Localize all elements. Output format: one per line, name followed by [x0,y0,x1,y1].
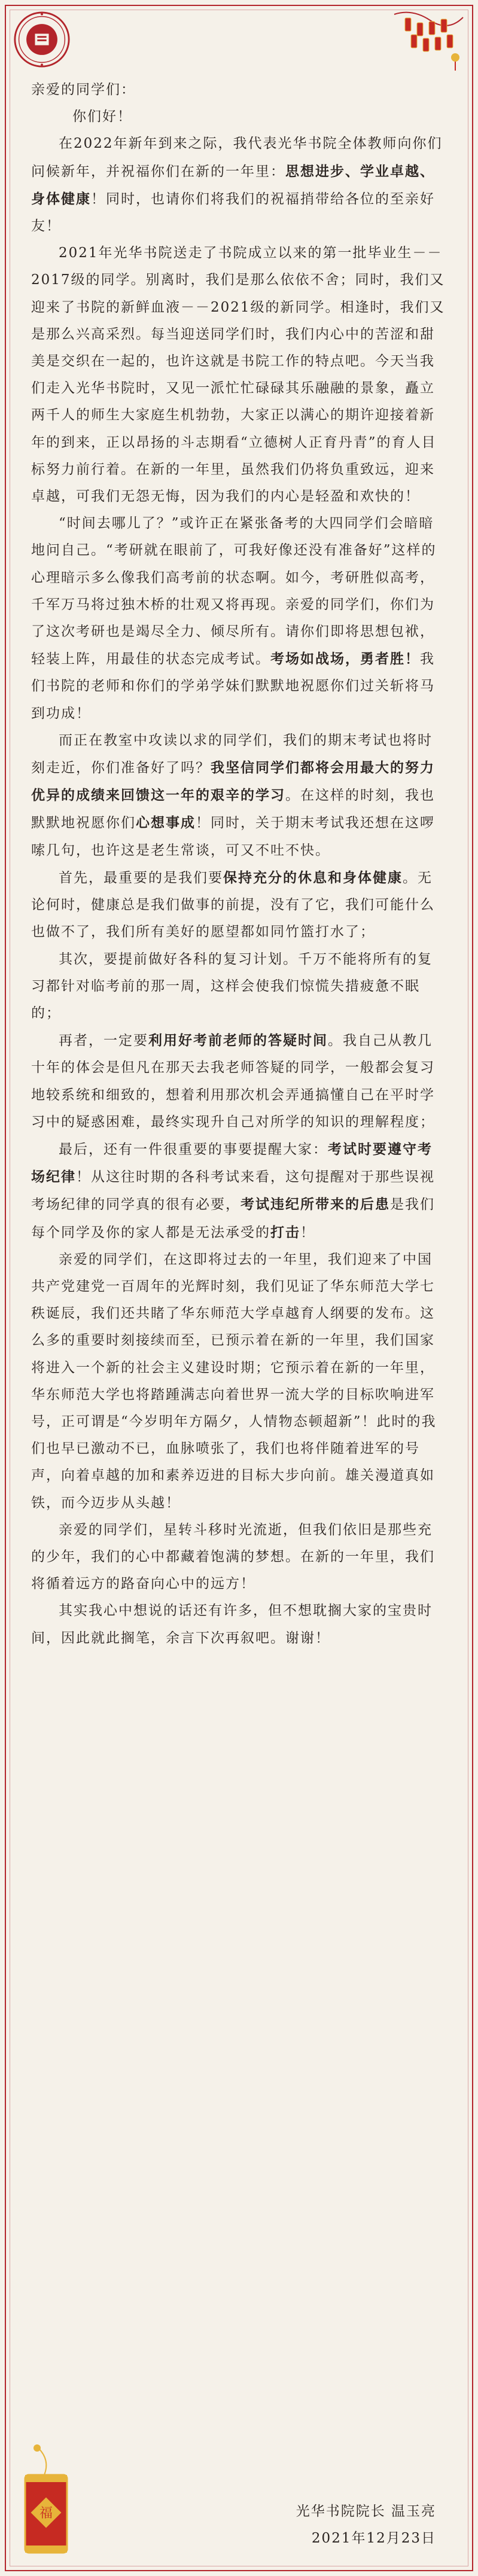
paragraph-text: 。我自己从教几十年的体会是但凡在那天去我老师答疑的同学，一般都会复习地较系统和细致的，想着利用那次机会弄通搞懂自己在平时学习中的疑惑困难，最终实现升自己对所学的知识的理解程度； [31,1033,435,1130]
salutation: 亲爱的同学们： [31,82,136,97]
signature-block [296,2498,436,2552]
paragraph-text: ！从这往时期的各科考试来看，这句提醒对于那些误视考场纪律的同学真的很有必要， [31,1169,435,1213]
letter-body [31,77,447,1652]
paragraph [31,510,447,727]
svg-text:福: 福 [39,2506,53,2521]
paragraph-text: 再者，一定要 [59,1033,148,1049]
paragraph-text: ！同时，也请你们将我们的祝福捎带给各位的至亲好友！ [31,191,435,234]
paragraph-text: 是我们每个同学及你的家人都是无法承受的 [31,1197,435,1240]
emphasis-text: 考场如战场，勇者胜！ [270,651,420,667]
emphasis-text: 我坚信同学们都将会用最大的努力优异的成绩来回馈这一年的艰辛的学习 [31,760,435,804]
paragraph [31,130,447,240]
signature: 光华书院院长 温玉亮 [296,2504,436,2519]
paragraph-text: ！同时，关于期末考试我还想在这啰嗦几句，也许这是老生常谈，可又不吐不快。 [31,815,435,858]
paragraph-text: 最后，还有一件很重要的事要提醒大家： [59,1141,328,1157]
emphasis-text: 打击 [270,1224,300,1240]
paragraph-text: “时间去哪儿了？”或许正在紧张备考的大四同学们会暗暗地问自己。“考研就在眼前了，可我好像还没有准备好”这样的心理暗示多么像我们高考前的状态啊。如今，考研胜似高考，千军万马将过独木桥的壮观又将再现。亲爱的同学们，你们为了这次考研也是竭尽全力、倾尽所有。请你们即将思想包袱，轻装上阵，用最佳的状态完成考试。 [31,516,437,667]
paragraph: 其实我心中想说的话还有许多，但不想耽搁大家的宝贵时间，因此就此搁笔，余言下次再叙吧。谢谢！ [31,1603,433,1646]
paragraph-text: 在2022年新年到来之际，我代表光华书院全体教师向你们问候新年，并祝福你们在新的一年里： [31,136,443,179]
paragraph-text: 。无论何时，健康总是我们做事的前提，没有了它，我们可能什么也做不了，我们所有美好的愿望都如同竹篮打水了； [31,870,435,940]
paragraph-text: ！ [300,1224,315,1240]
emphasis-text: 利用好考前老师的答疑时间 [148,1032,328,1049]
university-seal-icon [13,11,71,68]
paragraph: 2021年光华书院送走了书院成立以来的第一批毕业生－－2017级的同学。别离时，我们是那么依依不舍；同时，我们又迎来了书院的新鲜血液－－2021级的新同学。相逢时，我们又是那么兴高采烈。每当迎送同学们时，我们内心中的苦涩和甜美是交织在一起的，也许这就是书院工作的特点吧。今天当我们走入光华书院时，又见一派忙忙碌碌其乐融融的景象，矗立两千人的师生大家庭生机勃勃，大家正以满心的期许迎接着新年的到来，正以昂扬的斗志期看“立德树人正育丹青”的育人目标努力前行着。在新的一年里，虽然我们仍将负重致远，迎来卓越，可我们无怨无悔，因为我们的内心是轻盈和欢快的！ [31,245,445,505]
paragraph-text: 我们书院的老师和你们的学弟学妹们默默地祝愿你们过关斩将马到功成！ [31,651,435,721]
date: 2021年12月23日 [311,2531,436,2546]
emphasis-text: 考试时要遵守考场纪律 [31,1141,433,1185]
emphasis-text: 考试违纪所带来的后患 [240,1196,390,1213]
firecracker-lantern-icon [388,8,466,74]
emphasis-text: 思想进步、学业卓越、身体健康 [31,163,435,207]
paragraph [31,1136,447,1246]
paragraph: 亲爱的同学们，在这即将过去的一年里，我们迎来了中国共产党建党一百周年的光辉时刻，我们见证了华东师范大学七秩诞辰，我们还共睹了华东师范大学卓越育人纲要的发布。这么多的重要时刻接续而至，已预示着在新的一年里，我们国家将进入一个新的社会主义建设时期；它预示着在新的一年里，华东师范大学也将踏踵满志向着世界一流大学的目标吹响进军号，正可谓是“今岁明年方隔夕，人情物态顿超新”！此时的我们也早已激动不已，血脉喷张了，我们也将伴随着进军的号声，向着卓越的加和素养迈进的目标大步向前。雄关漫道真如铁，而今迈步从头越！ [31,1251,437,1511]
emphasis-text: 心想事成 [136,815,196,831]
paragraph-text: 首先，最重要的是我们要 [59,870,223,886]
paragraph-text: 。在这样的时刻，我也默默地祝愿你们 [31,788,435,831]
paragraph [31,864,447,946]
emphasis-text: 保持充分的休息和身体健康 [223,869,403,886]
paragraph: 亲爱的同学们，星转斗移时光流逝，但我们依旧是那些充的少年，我们的心中都藏着饱满的梦想。在新的一年里，我们将循着远方的路奋向心中的远方！ [31,1522,435,1592]
firecracker-fu-icon [14,2442,80,2562]
greeting: 你们好！ [72,109,132,125]
paragraph: 其次，要提前做好各科的复习计划。千万不能将所有的复习都针对临考前的那一周，这样会使我们惊慌失措疲惫不眠的； [31,951,433,1021]
paragraph [31,727,447,864]
paragraph [31,1027,447,1136]
paragraph-text: 而正在教室中攻读以求的同学们，我们的期末考试也将时刻走近，你们准备好了吗？ [31,732,433,776]
